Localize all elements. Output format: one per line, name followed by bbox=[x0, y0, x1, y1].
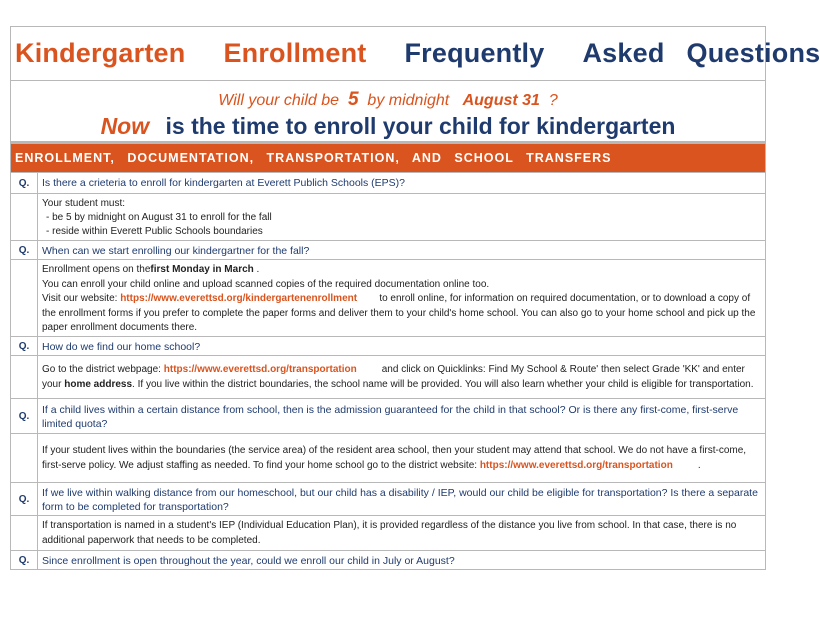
question-row bbox=[11, 172, 765, 193]
subtitle-question-mark: ? bbox=[548, 92, 558, 109]
answer-row bbox=[11, 433, 765, 482]
answer-text bbox=[38, 356, 765, 398]
q-label: Q. bbox=[11, 399, 38, 433]
question-row bbox=[11, 398, 765, 433]
section-header: ENROLLMENT, DOCUMENTATION, TRANSPORTATION, AND SCHOOL TRANSFERS bbox=[11, 142, 765, 172]
question-text: If we live within walking distance from our homeschool, but our child has a disability / IEP, would our child be eligible for transportation? Is there a separate form to be completed for transportation? bbox=[42, 487, 758, 513]
subtitle-line-2 bbox=[11, 111, 765, 140]
answer-bold: home address bbox=[64, 378, 133, 390]
transportation-link[interactable]: https://www.everettsd.org/transportation bbox=[479, 459, 673, 471]
title-word-questions: Questions bbox=[686, 38, 820, 68]
answer-fragment: to enroll online, for information on required documentation, or to download a copy of the enrollment forms if you prefer to complete the paper forms and deliver them to your child's home school. You can also go to your home school and pick up the paper enrollment documents there. bbox=[42, 293, 756, 333]
answer-bold: first Monday in March bbox=[150, 264, 254, 275]
q-label: Q. bbox=[11, 551, 38, 569]
title-word-enrollment: Enrollment bbox=[223, 38, 367, 68]
faq-document bbox=[10, 26, 820, 570]
question-text: When can we start enrolling our kindergartner for the fall? bbox=[42, 245, 310, 257]
enrollment-link[interactable]: https://www.everettsd.org/kindergartenenrollment bbox=[120, 293, 358, 304]
title-word-frequently: Frequently bbox=[404, 38, 545, 68]
question-row bbox=[11, 550, 765, 569]
subtitle-box bbox=[11, 81, 765, 142]
subtitle-now: Now bbox=[100, 113, 150, 139]
q-label: Q. bbox=[11, 173, 38, 193]
answer-spacer bbox=[11, 356, 38, 398]
answer-line: You can enroll your child online and upload scanned copies of the required documentation online too. bbox=[42, 278, 490, 290]
question-row bbox=[11, 336, 765, 355]
answer-line: - be 5 by midnight on August 31 to enroll for the fall bbox=[46, 212, 272, 223]
answer-line: Your student must: bbox=[42, 198, 126, 209]
q-label: Q. bbox=[11, 241, 38, 259]
title-word-asked: Asked bbox=[582, 38, 665, 68]
answer-text bbox=[38, 260, 765, 336]
question-text: How do we find our home school? bbox=[42, 341, 201, 353]
answer-row bbox=[11, 193, 765, 240]
q-label: Q. bbox=[11, 483, 38, 515]
answer-line: - reside within Everett Public Schools boundaries bbox=[46, 226, 263, 237]
question-text: Since enrollment is open throughout the year, could we enroll our child in July or August? bbox=[42, 555, 455, 567]
subtitle-line-1 bbox=[11, 81, 765, 111]
answer-fragment: and click on Quicklinks: Find My School & Route' then select Grade 'KK' and enter your bbox=[42, 364, 745, 390]
answer-paragraph bbox=[42, 292, 761, 336]
answer-fragment: Enrollment opens on the bbox=[42, 264, 151, 275]
answer-spacer bbox=[11, 194, 38, 240]
subtitle-rest: is the time to enroll your child for kindergarten bbox=[165, 113, 676, 139]
question-text: Is there a crieteria to enroll for kindergarten at Everett Publich Schools (EPS)? bbox=[42, 177, 406, 189]
answer-spacer bbox=[11, 260, 38, 336]
title-word-kindergarten: Kindergarten bbox=[15, 38, 186, 68]
transportation-link[interactable]: https://www.everettsd.org/transportation bbox=[163, 364, 357, 375]
answer-spacer bbox=[11, 434, 38, 482]
title-row bbox=[11, 27, 820, 81]
subtitle-mid: by midnight bbox=[367, 92, 450, 109]
answer-fragment: . bbox=[697, 459, 701, 471]
answer-fragment: If your student lives within the boundaries (the service area) of the resident area school, then your student may attend that school. We do not have a first-come, first-serve policy. We adjust staffing as needed. To find your home school go to the district website: bbox=[42, 445, 747, 471]
answer-fragment: . If you live within the district boundaries, the school name will be provided. You will also learn whether your child is eligible for transportation. bbox=[132, 378, 754, 390]
question-row bbox=[11, 482, 765, 515]
q-label: Q. bbox=[11, 337, 38, 355]
answer-row bbox=[11, 355, 765, 398]
subtitle-pre: Will your child be bbox=[218, 92, 340, 109]
answer-row bbox=[11, 259, 765, 336]
answer-text: If transportation is named in a student's IEP (Individual Education Plan), it is provided regardless of the distance you live from school. In that case, there is no additional paperwork that needs to be completed. bbox=[42, 520, 737, 546]
answer-spacer bbox=[11, 516, 38, 550]
question-row bbox=[11, 240, 765, 259]
subtitle-age: 5 bbox=[347, 89, 359, 110]
question-text: If a child lives within a certain distance from school, then is the admission guaranteed for the child in that school? Or is there any first-come, first-serve limited quota? bbox=[42, 404, 739, 430]
subtitle-date: August 31 bbox=[462, 92, 540, 109]
answer-row bbox=[11, 515, 765, 550]
answer-text bbox=[38, 194, 276, 240]
answer-fragment: Go to the district webpage: bbox=[42, 364, 161, 375]
answer-line bbox=[42, 263, 761, 278]
answer-text bbox=[38, 434, 765, 482]
answer-fragment: . bbox=[256, 264, 260, 275]
answer-fragment: Visit our website: bbox=[42, 293, 118, 304]
